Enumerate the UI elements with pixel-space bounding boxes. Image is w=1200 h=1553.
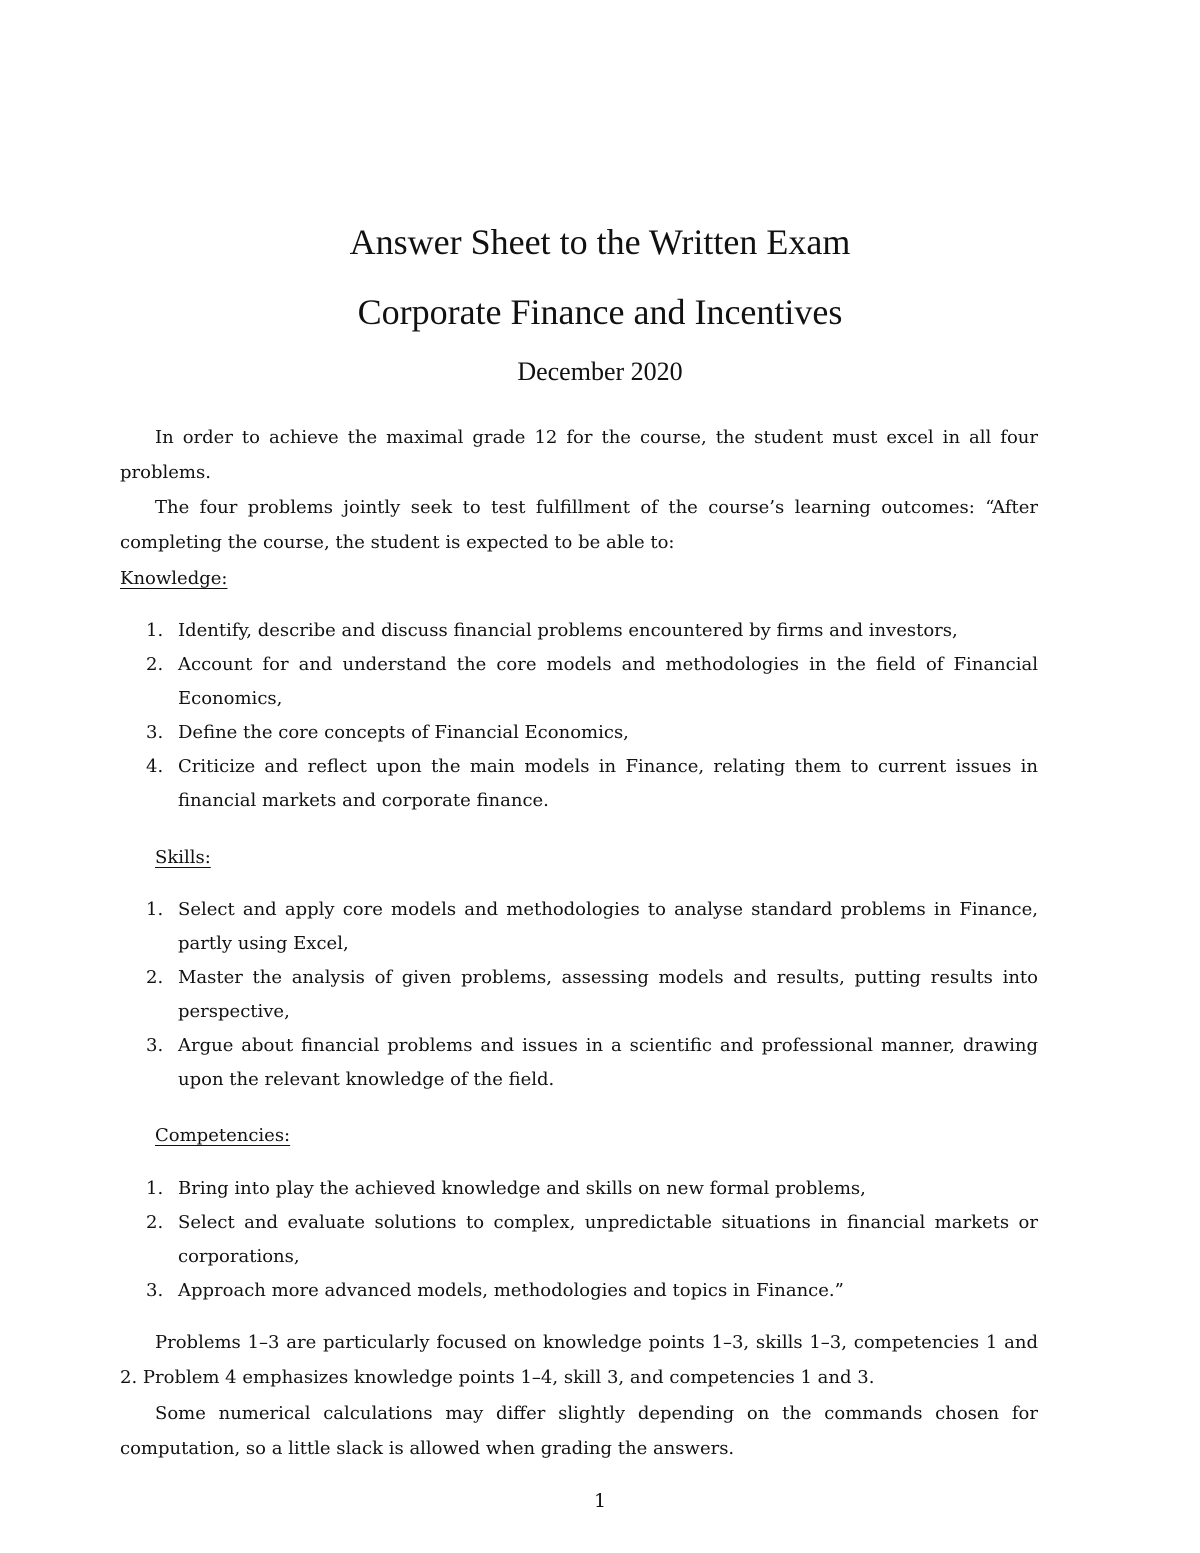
list-item	[120, 1206, 1038, 1274]
list-item-number: 3.	[146, 1280, 164, 1301]
list-item	[120, 961, 1038, 1029]
intro-paragraph: In order to achieve the maximal grade 12 for the course, the student must excel in all four problems.	[120, 427, 1038, 483]
list-item	[120, 893, 1038, 961]
list-item-number: 3.	[146, 722, 164, 743]
competencies-list	[120, 1172, 1038, 1308]
page-number: 1	[593, 1490, 607, 1512]
list-item-text: Select and evaluate solutions to complex, unpredictable situations in financial markets or corporations,	[178, 1212, 1038, 1267]
skills-list	[120, 893, 1038, 1097]
list-item-number: 4.	[146, 756, 164, 777]
problems-focus-paragraph: Problems 1–3 are particularly focused on knowledge points 1–3, skills 1–3, competencies 1 and 2. Problem 4 emphasizes knowledge points 1–4, skill 3, and competencies 1 and 3.	[120, 1332, 1038, 1388]
list-item-text: Define the core concepts of Financial Economics,	[178, 722, 629, 743]
list-item-number: 2.	[146, 654, 164, 675]
list-item	[120, 648, 1038, 716]
list-item-text: Identify, describe and discuss financial problems encountered by firms and investors,	[178, 620, 958, 641]
exam-date: December 2020	[517, 357, 683, 386]
list-item-number: 1.	[146, 899, 164, 920]
list-item-text: Account for and understand the core models and methodologies in the field of Financial Economics,	[178, 654, 1038, 709]
competencies-heading-label: Competencies:	[155, 1125, 291, 1146]
grading-note-paragraph: Some numerical calculations may differ slightly depending on the commands chosen for computation, so a little slack is allowed when grading the answers.	[120, 1403, 1038, 1459]
list-item	[120, 1029, 1038, 1097]
list-item-text: Select and apply core models and methodologies to analyse standard problems in Finance, partly using Excel,	[178, 899, 1038, 954]
knowledge-list	[120, 614, 1038, 818]
list-item	[120, 1172, 1038, 1206]
list-item-number: 2.	[146, 1212, 164, 1233]
skills-heading-label: Skills:	[155, 847, 211, 868]
list-item	[120, 750, 1038, 818]
competencies-heading	[155, 1118, 1035, 1153]
learning-outcomes-paragraph: The four problems jointly seek to test fulfillment of the course’s learning outcomes: “After completing the course, the student is expected to be able to:	[120, 497, 1038, 553]
skills-heading	[155, 840, 1035, 875]
list-item-text: Approach more advanced models, methodologies and topics in Finance.”	[178, 1280, 844, 1301]
list-item	[120, 716, 1038, 750]
list-item-text: Criticize and reflect upon the main models in Finance, relating them to current issues in financial markets and corporate finance.	[178, 756, 1038, 811]
list-item-text: Argue about financial problems and issues in a scientific and professional manner, drawing upon the relevant knowledge of the field.	[178, 1035, 1038, 1090]
list-item-text: Bring into play the achieved knowledge and skills on new formal problems,	[178, 1178, 866, 1199]
knowledge-heading	[120, 561, 1038, 596]
list-item	[120, 1274, 1038, 1308]
course-title: Corporate Finance and Incentives	[357, 292, 843, 332]
list-item-number: 3.	[146, 1035, 164, 1056]
knowledge-heading-label: Knowledge:	[120, 568, 228, 589]
document-title: Answer Sheet to the Written Exam	[349, 222, 851, 262]
list-item	[120, 614, 1038, 648]
list-item-number: 1.	[146, 620, 164, 641]
list-item-number: 2.	[146, 967, 164, 988]
list-item-number: 1.	[146, 1178, 164, 1199]
list-item-text: Master the analysis of given problems, assessing models and results, putting results into perspective,	[178, 967, 1038, 1022]
